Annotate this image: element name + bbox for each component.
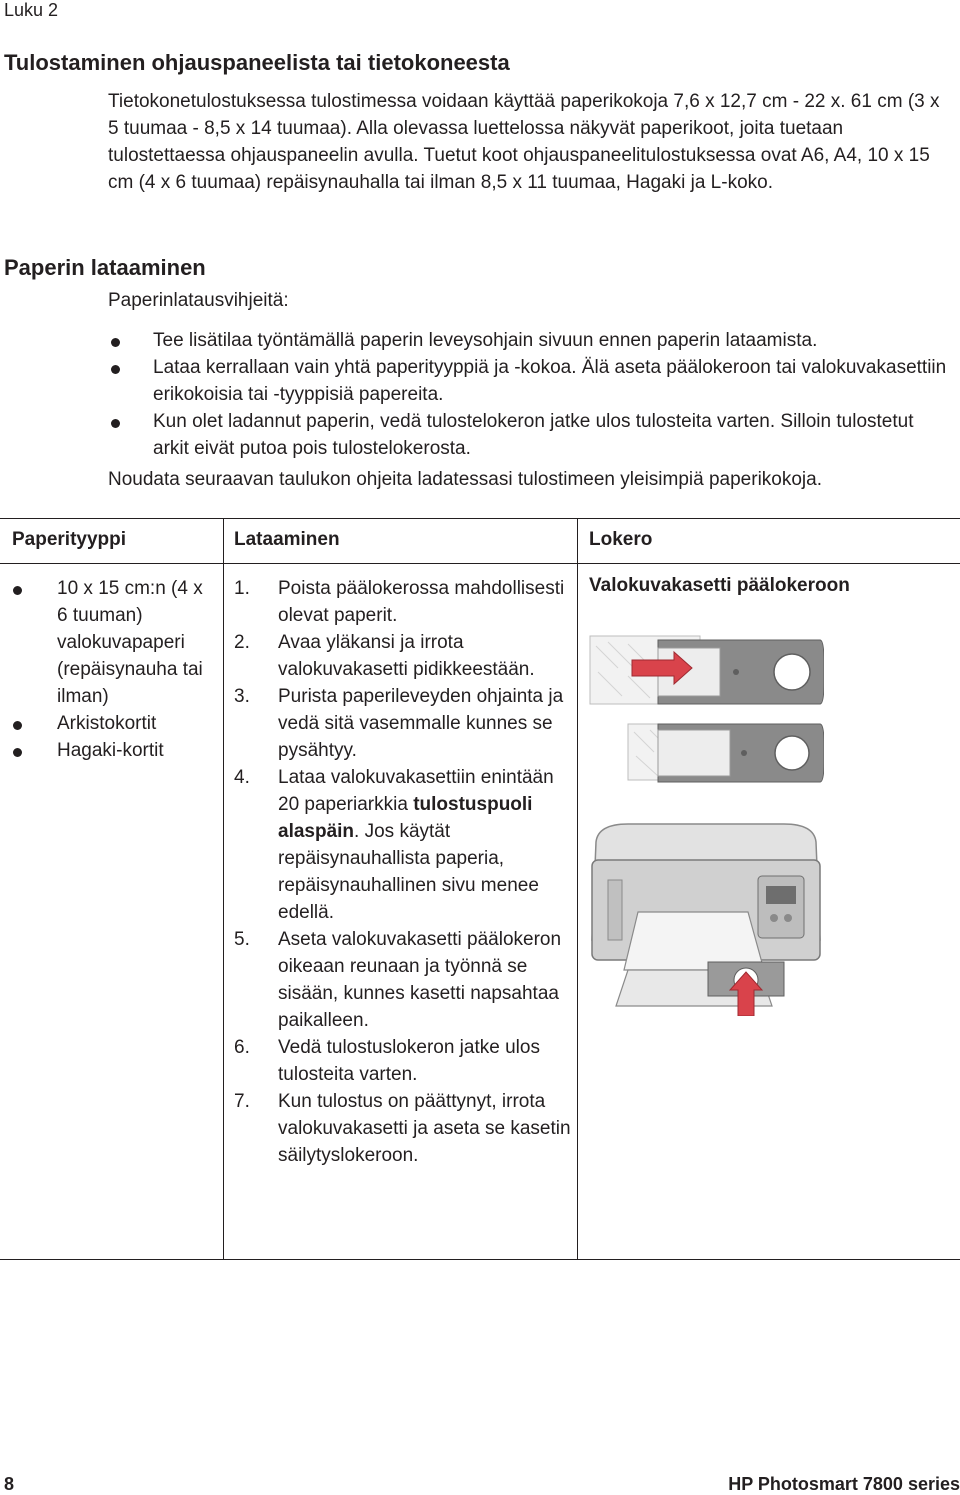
tip-item: Kun olet ladannut paperin, vedä tulostelokeron jatke ulos tulosteita varten. Silloin tulostetut arkit eivät putoa pois tulostelokerosta.	[108, 408, 953, 462]
cassette-loaded-illustration	[624, 718, 824, 788]
table-column-divider	[223, 518, 224, 1260]
step-item: 3. Purista paperileveyden ohjainta ja vedä sitä vasemmalle kunnes se pysähtyy.	[234, 686, 564, 761]
cassette-insert-illustration	[588, 632, 824, 712]
table-top-rule	[0, 518, 960, 519]
step-item: 6. Vedä tulostuslokeron jatke ulos tulosteita varten.	[234, 1037, 540, 1085]
table-header-rule	[0, 563, 960, 564]
tips-title: Paperinlatausvihjeitä:	[108, 290, 289, 311]
step-item: 5. Aseta valokuvakasetti päälokeron oikeaan reunaan ja työnnä se sisään, kunnes kasetti napsahtaa paikalleen.	[234, 929, 562, 1031]
intro-paragraph: Tietokonetulostuksessa tulostimessa voidaan käyttää paperikokoja 7,6 x 12,7 cm - 22 x. 61 cm (3 x 5 tuumaa - 8,5 x 14 tuumaa). Alla olevassa luettelossa näkyvät paperikoot, joita tuetaan tulostettaessa ohjauspaneelin avulla. Tuetut koot ohjauspaneelitulostuksessa ovat A6, A4, 10 x 15 cm (4 x 6 tuumaa) repäisynauhalla tai ilman 8,5 x 11 tuumaa, Hagaki ja L-koko.	[108, 91, 940, 193]
column-header-tray: Lokero	[589, 529, 653, 550]
table-bottom-rule	[0, 1259, 960, 1260]
page-number: 8	[4, 1474, 15, 1494]
paper-type-item: 10 x 15 cm:n (4 x 6 tuuman) valokuvapaperi (repäisynauha tai ilman)	[10, 575, 210, 710]
cassette-hole	[775, 736, 809, 770]
bullet-icon	[111, 338, 120, 347]
tips-list	[108, 327, 953, 462]
table-column-divider	[577, 518, 578, 1260]
section-title: Tulostaminen ohjauspaneelista tai tietokoneesta	[4, 50, 510, 75]
product-series: HP Photosmart 7800 series	[728, 1474, 960, 1494]
cassette-paper-window	[658, 730, 730, 776]
paper-type-item: Arkistokortit	[10, 710, 210, 737]
card-slot-panel	[608, 880, 622, 940]
control-panel	[758, 876, 804, 938]
column-header-loading: Lataaminen	[234, 529, 340, 550]
cassette-rivet	[741, 750, 747, 756]
panel-button-icon	[770, 914, 778, 922]
output-tray	[624, 912, 764, 970]
chapter-label: Luku 2	[4, 0, 59, 20]
step-item: 2. Avaa yläkansi ja irrota valokuvakasetti pidikkeestään.	[234, 632, 535, 680]
tip-item: Lataa kerrallaan vain yhtä paperityyppiä ja -kokoa. Älä aseta päälokeroon tai valokuvakasettiin erikokoisia tai -tyyppisiä papereita.	[108, 354, 953, 408]
loading-steps	[232, 575, 577, 1169]
step-item: 4. Lataa valokuvakasettiin enintään 20 paperiarkkia tulostuspuoli alaspäin. Jos käytät repäisynauhallista paperia, repäisynauhallinen sivu menee edellä.	[234, 767, 554, 923]
emphasis-text: tulostuspuoli alaspäin	[278, 794, 533, 842]
lcd-screen	[766, 886, 796, 904]
bullet-icon	[13, 586, 22, 595]
cassette-hole	[774, 654, 810, 690]
column-header-paper-type: Paperityyppi	[12, 529, 127, 550]
tip-item: Tee lisätilaa työntämällä paperin leveysohjain sivuun ennen paperin lataamista.	[108, 327, 953, 354]
paper-type-item: Hagaki-kortit	[10, 737, 210, 764]
step-item: 1. Poista päälokerossa mahdollisesti olevat paperit.	[234, 578, 565, 626]
step-item: 7. Kun tulostus on päättynyt, irrota valokuvakasetti ja aseta se kasetin säilytyslokeroon.	[234, 1091, 571, 1166]
tray-title: Valokuvakasetti päälokeroon	[589, 575, 850, 596]
bullet-icon	[13, 721, 22, 730]
loading-title: Paperin lataaminen	[4, 255, 206, 280]
cassette-rivet	[733, 669, 739, 675]
bullet-icon	[111, 365, 120, 374]
bullet-icon	[13, 748, 22, 757]
paper-type-list	[10, 575, 210, 764]
table-intro-note: Noudata seuraavan taulukon ohjeita ladatessasi tulostimeen yleisimpiä paperikokoja.	[108, 469, 822, 490]
bullet-icon	[111, 419, 120, 428]
printer-illustration	[588, 820, 824, 1016]
panel-button-icon	[784, 914, 792, 922]
